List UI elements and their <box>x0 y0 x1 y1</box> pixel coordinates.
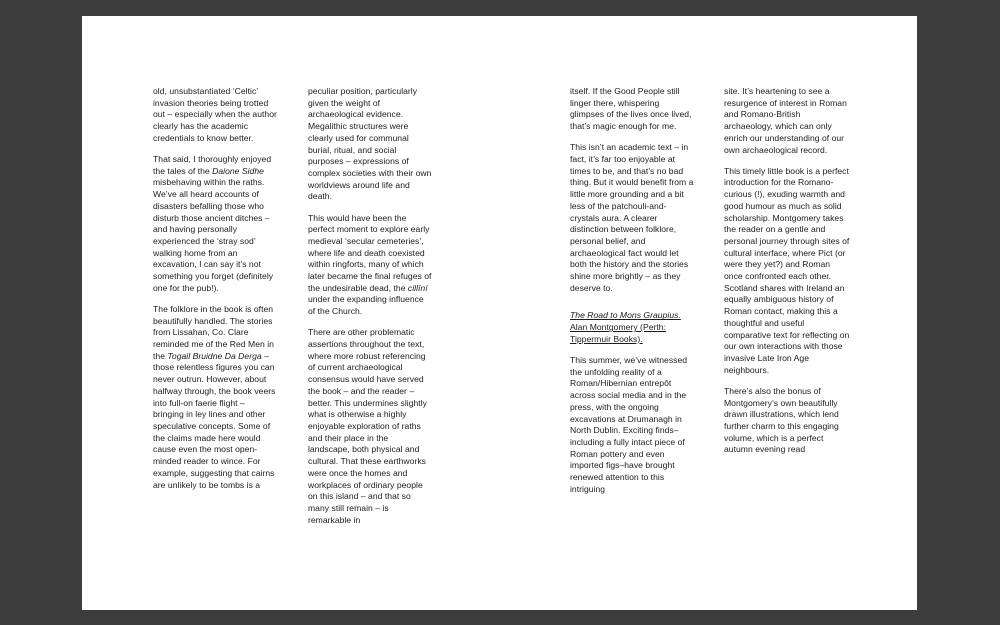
paragraph: site. It’s heartening to see a resurgence of interest in Roman and Romano-British archaeology, which can only enrich our understanding of our own archaeological record. <box>724 86 847 155</box>
italic-term: Togail Bruidne Da Derga <box>167 350 262 361</box>
book-author: Alan Montgomery (Perth: Tippermuir Books). <box>570 322 666 344</box>
paragraph: old, unsubstantiated ‘Celtic’ invasion theories being trotted out – especially when the author clearly has the academic credentials to know better. <box>153 86 277 143</box>
text-span: That said, I thoroughly enjoyed the tales of the <box>153 154 272 176</box>
paragraph: This isn’t an academic text – in fact, it’s far too enjoyable at times to be, and that’s no bad thing. But it would benefit from a little more grounding and a bit less of the patchouli-and-crystals aura. A clearer distinction between folklore, personal belief, and archaeological fact would let both the history and the stories shine more brightly – as they deserve to. <box>570 142 694 293</box>
text-span: misbehaving within the raths. We’ve all heard accounts of disasters befalling those who disturb those ancient ditches – and having personally experienced the ‘stray sod’ walking home from an excavation, I can say it’s not something you forget (definitely one for the pub!). <box>153 177 274 293</box>
paragraph: itself. If the Good People still linger there, whispering glimpses of the lives once lived, that’s magic enough for me. <box>570 86 692 132</box>
text-span: – those relentless figures you can never outrun. However, about halfway through, the book veers into full-on faerie flight – bringing in ley lines and other speculative concepts. Some of the claims made here would cause even the most open-minded reader to wince. For example, suggesting that cairns are unlikely to be tombs is a <box>153 350 276 490</box>
book-reference <box>570 310 695 345</box>
column-1 <box>153 86 277 501</box>
paragraph: peculiar position, particularly given the weight of archaeological evidence. Megalithic structures were clearly used for communal burial, ritual, and social purposes – expressions of complex societies with their own worldviews around life and death. <box>308 86 432 202</box>
paragraph: There are other problematic assertions throughout the text, where more robust referencing of current archaeological consensus would have served the book – and the reader – better. This undermines slightly what is otherwise a highly enjoyable exploration of raths and their place in the landscape, both physical and cultural. That these earthworks were once the homes and workplaces of ordinary people on this island – and that so many still remain – is remarkable in <box>308 327 427 525</box>
book-title: The Road to Mons Graupius. <box>570 310 681 321</box>
page-spread <box>82 16 917 610</box>
italic-term: Daione Sidhe <box>212 165 264 176</box>
paragraph: This timely little book is a perfect introduction for the Romano-curious (!), exuding warmth and good humour as much as solid scholarship. Montgomery takes the reader on a gentle and personal journey through sites of cultural interface, where Pict (or were they yet?) and Roman once confronted each other. Scotland shares with Ireland an equally ambiguous history of Roman contact, making this a thoughtful and useful comparative text for reflecting on our own interactions with those invasive Late Iron Age neighbours. <box>724 165 850 375</box>
paragraph <box>153 154 277 294</box>
paragraph <box>153 304 277 491</box>
text-span: The folklore in the book is often beautifully handled. The stories from Lissahan, Co. Clare reminded me of the Red Men in the <box>153 303 274 361</box>
paragraph: There’s also the bonus of Montgomery’s own beautifully drawn illustrations, which lend further charm to this engaging volume, which is a perfect autumn evening read <box>724 385 839 455</box>
paragraph: This summer, we’ve witnessed the unfolding reality of a Roman/Hibernian entrepôt across social media and in the press, with the ongoing excavations at Drumanagh in North Dublin. Exciting finds–including a fully intact piece of Roman pottery and even imported figs–have brought renewed attention to this intriguing <box>570 355 688 494</box>
italic-term: cillíní <box>407 282 428 293</box>
text-span: This would have been the perfect moment to explore early medieval ‘secular cemeteries’, where life and death coexisted within ringforts, many of which later became the final refuges of the undesirable dead, the <box>308 212 432 293</box>
text-span: under the expanding influence of the Church. <box>308 294 424 317</box>
column-4 <box>724 86 850 466</box>
paragraph <box>308 213 432 318</box>
column-3 <box>570 86 695 505</box>
column-2 <box>308 86 432 536</box>
